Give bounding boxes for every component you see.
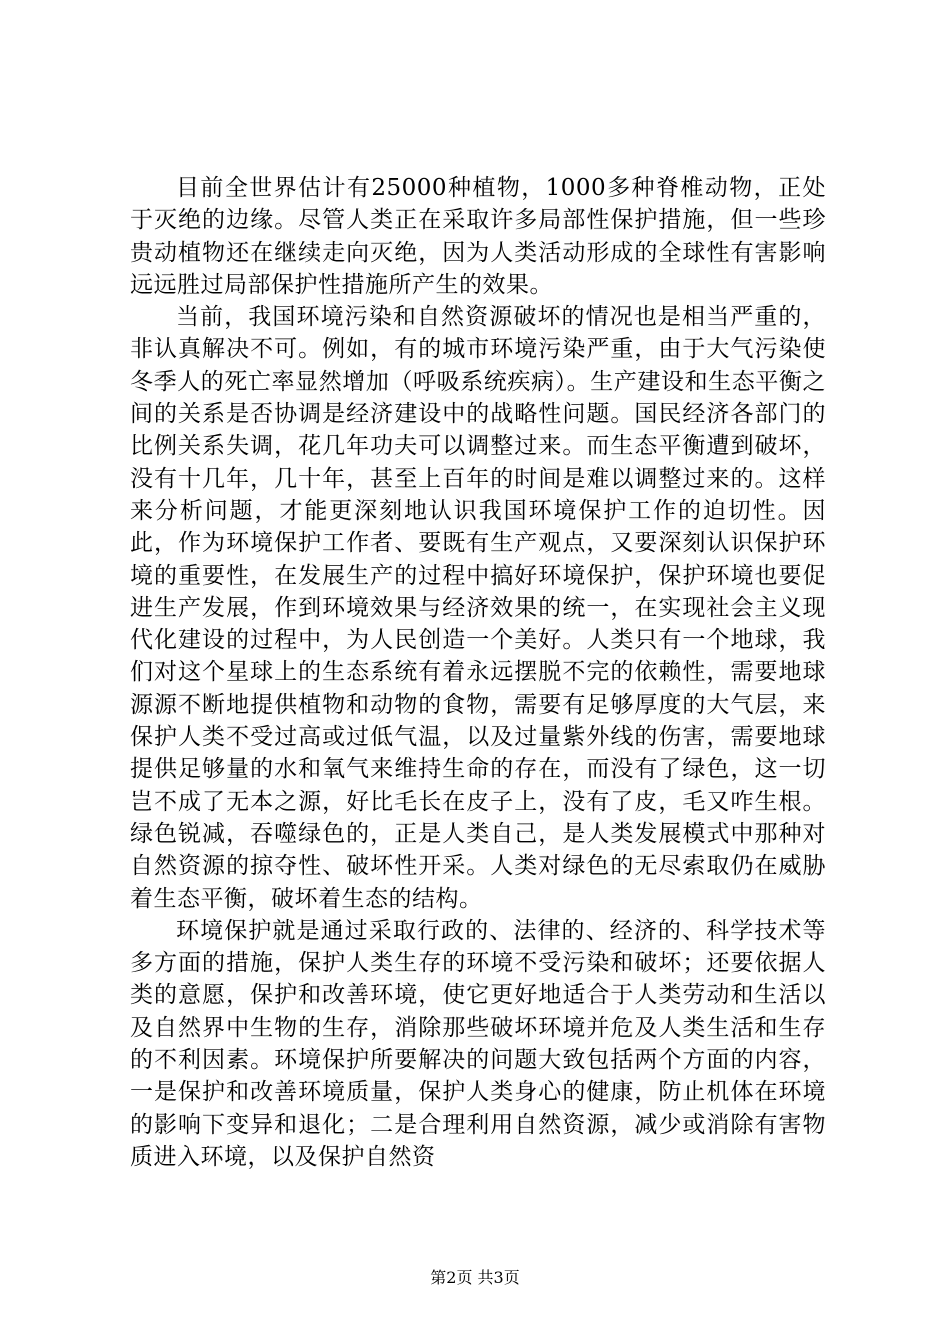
paragraph-3: 环境保护就是通过采取行政的、法律的、经济的、科学技术等多方面的措施，保护人类生存的环境不受污染和破坏；还要依据人类的意愿，保护和改善环境，使它更好地适合于人类劳动和生活以及自然界中生物的生存，消除那些破坏环境并危及人类生活和生存的不利因素。环境保护所要解决的问题大致包括两个方面的内容，一是保护和改善环境质量，保护人类身心的健康，防止机体在环境的影响下变异和退化；二是合理利用自然资源，减少或消除有害物质进入环境，以及保护自然资 xyxy=(130,917,826,1170)
body-text xyxy=(130,172,826,1173)
paragraph-2: 当前，我国环境污染和自然资源破坏的情况也是相当严重的，非认真解决不可。例如，有的城市环境污染严重，由于大气污染使冬季人的死亡率显然增加（呼吸系统疾病）。生产建设和生态平衡之间的关系是否协调是经济建设中的战略性问题。国民经济各部门的比例关系失调，花几年功夫可以调整过来。而生态平衡遭到破坏，没有十几年，几十年，甚至上百年的时间是难以调整过来的。这样来分析问题，才能更深刻地认识我国环境保护工作的迫切性。因此，作为环境保护工作者、要既有生产观点，又要深刻认识保护环境的重要性，在发展生产的过程中搞好环境保护，保护环境也要促进生产发展，作到环境效果与经济效果的统一，在实现社会主义现代化建设的过程中，为人民创造一个美好。人类只有一个地球，我们对这个星球上的生态系统有着永远摆脱不完的依赖性，需要地球源源不断地提供植物和动物的食物，需要有足够厚度的大气层，来保护人类不受过高或过低气温，以及过量紫外线的伤害，需要地球提供足够量的水和氧气来维持生命的存在，而没有了绿色，这一切岂不成了无本之源，好比毛长在皮子上，没有了皮，毛又咋生根。绿色锐减，吞噬绿色的，正是人类自己，是人类发展模式中那种对自然资源的掠夺性、破坏性开采。人类对绿色的无尽索取仍在威胁着生态平衡，破坏着生态的结构。 xyxy=(130,304,826,912)
page-number-footer: 第2页 共3页 xyxy=(430,1268,520,1287)
paragraph-1: 目前全世界估计有25000种植物，1000多种脊椎动物，正处于灭绝的边缘。尽管人类正在采取许多局部性保护措施，但一些珍贵动植物还在继续走向灭绝，因为人类活动形成的全球性有害影响远远胜过局部保护性措施所产生的效果。 xyxy=(130,175,826,298)
